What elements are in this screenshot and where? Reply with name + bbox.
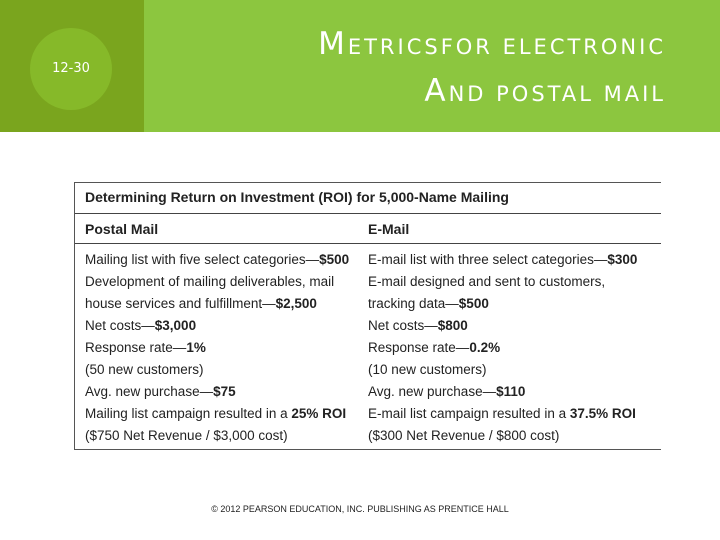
email-row-text: ($300 Net Revenue / $800 cost)	[368, 428, 560, 443]
email-row-value: $300	[607, 252, 638, 267]
slide-title-line-1: METRICSFOR ELECTRONIC	[318, 26, 666, 62]
postal-row-text: Mailing list with five select categories—	[85, 252, 320, 267]
email-row	[368, 271, 650, 315]
postal-row	[85, 425, 367, 447]
postal-row	[85, 337, 367, 359]
postal-row-value: $2,500	[275, 296, 317, 311]
copyright-footer: © 2012 PEARSON EDUCATION, INC. PUBLISHING AS PRENTICE HALL	[211, 504, 509, 514]
column-header-postal: Postal Mail	[85, 221, 159, 237]
header-left-panel	[0, 0, 144, 132]
email-row	[368, 315, 650, 337]
postal-row-text: Avg. new purchase—	[85, 384, 214, 399]
roi-table	[74, 182, 661, 450]
email-row	[368, 359, 650, 381]
postal-row-text: (50 new customers)	[85, 362, 204, 377]
postal-row-value: $75	[213, 384, 236, 399]
postal-row	[85, 403, 367, 425]
email-row-value: $800	[437, 318, 468, 333]
postal-row-text: Net costs—	[85, 318, 155, 333]
email-row-text: Net costs—	[368, 318, 438, 333]
postal-row-value: 1%	[186, 340, 206, 355]
postal-row-text: Mailing list campaign resulted in a	[85, 406, 292, 421]
email-row	[368, 249, 650, 271]
email-row-value: 0.2%	[469, 340, 501, 355]
email-row	[368, 337, 650, 359]
column-header-email: E-Mail	[368, 221, 410, 237]
table-caption: Determining Return on Investment (ROI) for 5,000-Name Mailing	[85, 189, 509, 205]
email-row	[368, 403, 650, 425]
postal-row	[85, 381, 367, 403]
postal-row	[85, 249, 367, 271]
slide-title	[200, 22, 666, 116]
email-column	[368, 249, 650, 447]
email-row-value: 37.5% ROI	[569, 406, 636, 421]
slide-number: 12-30	[52, 61, 90, 76]
email-row-text: E-mail designed and sent to customers, tracking data—	[368, 274, 606, 311]
table-divider	[75, 243, 661, 244]
email-row	[368, 425, 650, 447]
slide-title-line-2: AND POSTAL MAIL	[424, 73, 666, 109]
email-row-value: $110	[496, 384, 526, 399]
postal-row-text: ($750 Net Revenue / $3,000 cost)	[85, 428, 288, 443]
email-row-text: E-mail list campaign resulted in a	[368, 406, 570, 421]
postal-row	[85, 315, 367, 337]
postal-row-text: Development of mailing deliverables, mail house services and fulfillment—	[85, 274, 335, 311]
postal-row-text: Response rate—	[85, 340, 187, 355]
email-row-text: E-mail list with three select categories—	[368, 252, 608, 267]
email-row-value: $500	[458, 296, 489, 311]
postal-row-value: $500	[319, 252, 350, 267]
postal-row	[85, 359, 367, 381]
postal-row-value: $3,000	[154, 318, 197, 333]
table-divider	[75, 213, 661, 214]
email-row	[368, 381, 650, 403]
email-row-text: Response rate—	[368, 340, 470, 355]
email-row-text: (10 new customers)	[368, 362, 487, 377]
postal-row-value: 25% ROI	[291, 406, 347, 421]
slide-number-badge	[30, 28, 112, 110]
postal-mail-column	[85, 249, 367, 447]
email-row-text: Avg. new purchase—	[368, 384, 497, 399]
postal-row	[85, 271, 367, 315]
